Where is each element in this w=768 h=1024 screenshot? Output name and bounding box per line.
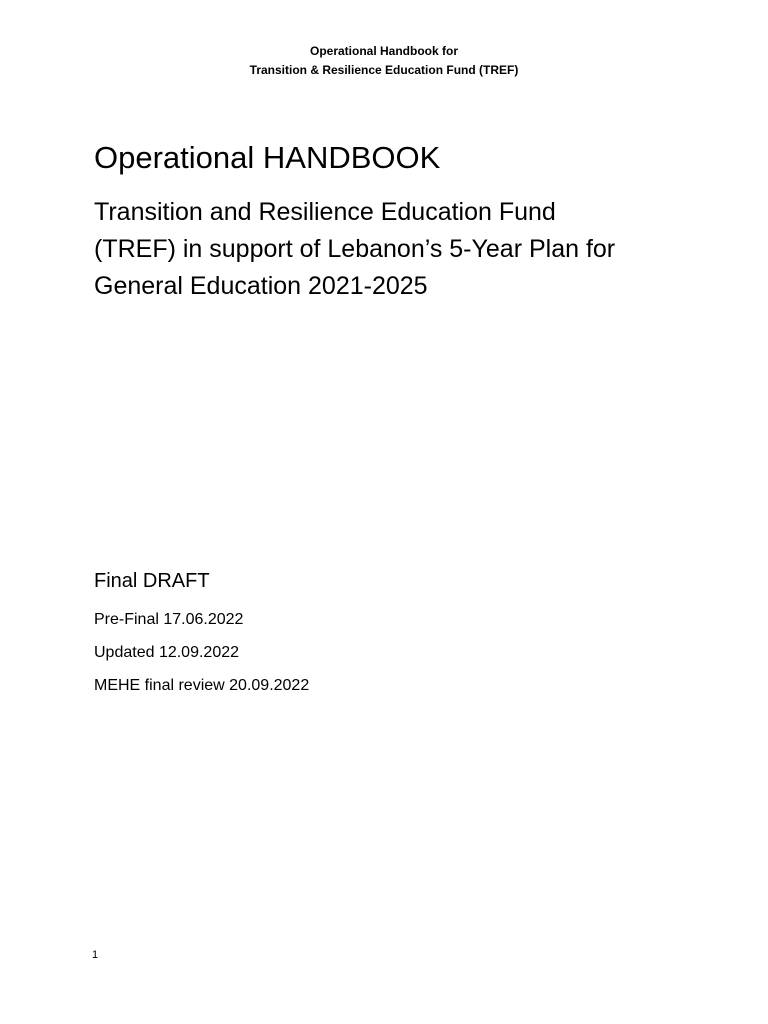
subtitle-line-3: General Education 2021-2025 [94,272,428,300]
header-line-2: Transition & Resilience Education Fund (TREF) [249,63,519,77]
header-line-1: Operational Handbook for [309,44,458,58]
draft-status: Final DRAFT [94,570,210,592]
subtitle-line-2: (TREF) in support of Lebanon’s 5-Year Plan for [94,235,616,263]
version-history [94,608,309,707]
running-header [0,42,768,80]
document-subtitle [94,194,694,305]
version-entry-mehe-review: MEHE final review 20.09.2022 [94,677,310,694]
subtitle-line-1: Transition and Resilience Education Fund [94,198,556,226]
page-number: 1 [92,949,99,961]
version-entry-updated: Updated 12.09.2022 [94,644,240,661]
version-entry-pre-final: Pre-Final 17.06.2022 [94,611,244,628]
document-title: Operational HANDBOOK [94,140,441,175]
